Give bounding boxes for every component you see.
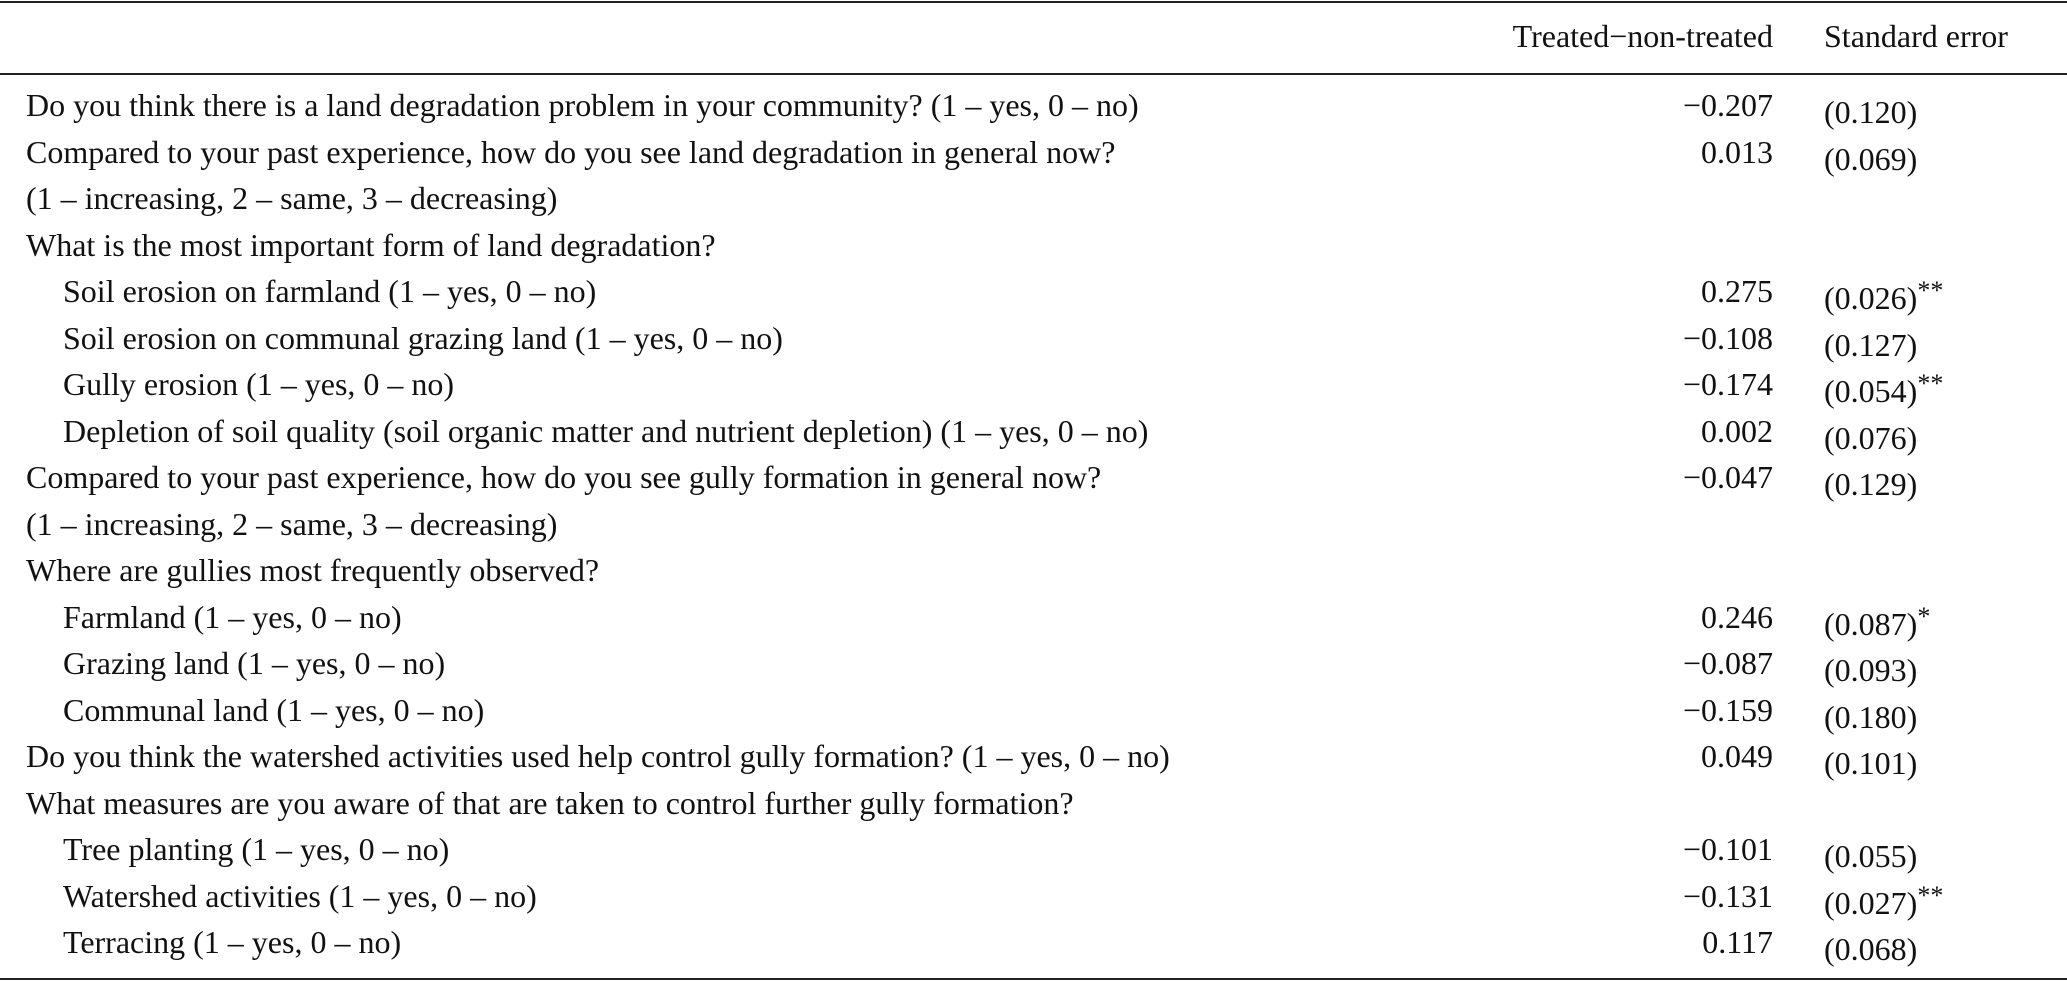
table-row xyxy=(0,175,2067,222)
row-label: Soil erosion on farmland (1 – yes, 0 – no) xyxy=(63,273,597,309)
table-row xyxy=(0,268,2067,315)
row-difference: 0.117 xyxy=(1702,924,1773,960)
row-label: Watershed activities (1 – yes, 0 – no) xyxy=(63,877,537,914)
row-label: Farmland (1 – yes, 0 – no) xyxy=(63,598,402,635)
header-treated-minus-non-treated: Treated−non-treated xyxy=(1512,18,1773,54)
row-difference: −0.101 xyxy=(1682,831,1773,867)
row-difference: 0.013 xyxy=(1701,133,1773,170)
row-difference: −0.174 xyxy=(1682,366,1773,402)
table-row xyxy=(0,640,2067,687)
row-label: Tree planting (1 – yes, 0 – no) xyxy=(63,831,450,867)
table-row xyxy=(0,361,2067,408)
row-label: Depletion of soil quality (soil organic matter and nutrient depletion) (1 – yes, 0 – no) xyxy=(63,412,1149,449)
row-difference: 0.246 xyxy=(1701,598,1773,635)
row-standard-error: (0.101) xyxy=(1824,745,1918,781)
table-row xyxy=(0,454,2067,501)
row-difference: 0.002 xyxy=(1701,412,1773,449)
row-standard-error: (0.127) xyxy=(1824,326,1918,363)
row-label: Grazing land (1 – yes, 0 – no) xyxy=(63,645,446,681)
row-standard-error: (0.069) xyxy=(1824,140,1918,177)
row-label: Soil erosion on communal grazing land (1 – yes, 0 – no) xyxy=(63,319,783,356)
row-standard-error: (0.026)** xyxy=(1824,276,1944,316)
table-row xyxy=(0,919,2067,966)
row-standard-error: (0.054)** xyxy=(1824,369,1944,409)
row-label: Do you think there is a land degradation problem in your community? (1 – yes, 0 – no) xyxy=(26,87,1139,123)
row-difference: 0.049 xyxy=(1701,738,1773,774)
table-row xyxy=(0,826,2067,873)
row-label: What is the most important form of land degradation? xyxy=(26,226,716,263)
table-row xyxy=(0,733,2067,780)
row-standard-error: (0.180) xyxy=(1824,698,1918,735)
table-row xyxy=(0,315,2067,362)
table-row xyxy=(0,408,2067,455)
row-difference: −0.087 xyxy=(1682,645,1773,681)
table-row xyxy=(0,780,2067,827)
row-difference: −0.108 xyxy=(1682,319,1773,356)
row-label: Terracing (1 – yes, 0 – no) xyxy=(63,924,402,960)
significance-stars: ** xyxy=(1917,276,1944,305)
row-label: Compared to your past experience, how do you see gully formation in general now? xyxy=(26,459,1102,495)
row-label: Do you think the watershed activities used help control gully formation? (1 – yes, 0 – no) xyxy=(26,738,1170,774)
row-standard-error: (0.129) xyxy=(1824,466,1918,502)
row-difference: −0.207 xyxy=(1682,87,1773,123)
table-row xyxy=(0,547,2067,594)
row-label: Where are gullies most frequently observed? xyxy=(26,552,600,588)
header-standard-error: Standard error xyxy=(1824,18,2008,54)
table-row xyxy=(0,873,2067,920)
row-label: Gully erosion (1 – yes, 0 – no) xyxy=(63,366,455,402)
row-standard-error: (0.087)* xyxy=(1824,601,1931,642)
row-standard-error: (0.027)** xyxy=(1824,880,1944,921)
row-standard-error: (0.093) xyxy=(1824,652,1918,688)
row-standard-error: (0.076) xyxy=(1824,419,1918,456)
table-row xyxy=(0,687,2067,734)
row-label: (1 – increasing, 2 – same, 3 – decreasing) xyxy=(26,505,558,542)
row-label: Compared to your past experience, how do you see land degradation in general now? xyxy=(26,133,1116,170)
table-header-rule xyxy=(0,73,2067,75)
table-row xyxy=(0,501,2067,548)
table-row xyxy=(0,82,2067,129)
table-bottom-rule xyxy=(0,978,2067,980)
row-difference: −0.047 xyxy=(1682,459,1773,495)
table-top-rule xyxy=(0,1,2067,3)
row-difference: −0.131 xyxy=(1682,877,1773,914)
row-standard-error: (0.068) xyxy=(1824,931,1918,967)
row-label: (1 – increasing, 2 – same, 3 – decreasing) xyxy=(26,180,558,216)
significance-stars: ** xyxy=(1917,369,1944,398)
row-standard-error: (0.120) xyxy=(1824,94,1918,130)
row-difference: 0.275 xyxy=(1701,273,1773,309)
significance-stars: * xyxy=(1917,601,1931,631)
table-row xyxy=(0,594,2067,641)
row-label: Communal land (1 – yes, 0 – no) xyxy=(63,691,485,728)
table-row xyxy=(0,129,2067,176)
row-difference: −0.159 xyxy=(1682,691,1773,728)
row-standard-error: (0.055) xyxy=(1824,838,1918,874)
row-label: What measures are you aware of that are taken to control further gully formation? xyxy=(26,784,1074,821)
table-row xyxy=(0,222,2067,269)
significance-stars: ** xyxy=(1917,880,1944,910)
